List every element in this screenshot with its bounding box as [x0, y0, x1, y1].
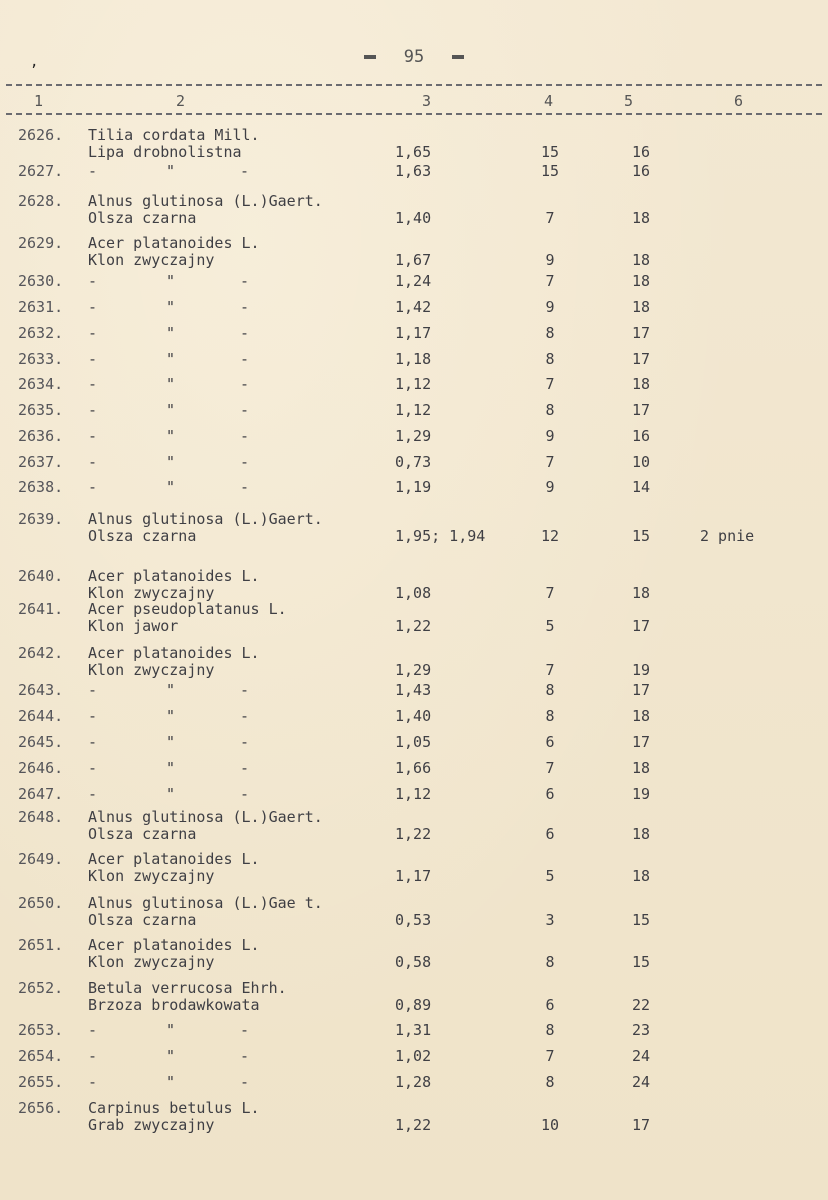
col-header-5: 5 [624, 92, 634, 110]
row-number: 2630. [18, 272, 64, 290]
circumference-value: 1,66 [395, 759, 432, 777]
column-5-value: 15 [631, 911, 651, 929]
circumference-value: 1,65 [395, 143, 432, 161]
species-name [88, 235, 378, 269]
column-5-value: 18 [631, 251, 651, 269]
circumference-value: 0,53 [395, 911, 432, 929]
latin-name: Acer pseudoplatanus L. [88, 600, 287, 618]
column-5-value: 18 [631, 759, 651, 777]
page-number [0, 47, 828, 67]
circumference-value: 1,67 [395, 251, 432, 269]
circumference-value: 1,40 [395, 707, 432, 725]
species-name [88, 645, 378, 679]
column-5-value: 19 [631, 661, 651, 679]
ditto-mark: - [240, 785, 250, 803]
column-5-value: 24 [631, 1047, 651, 1065]
ditto-mark: - [240, 427, 250, 445]
row-number: 2634. [18, 375, 64, 393]
table-top-rule [6, 84, 822, 86]
column-5-value: 17 [631, 681, 651, 699]
column-5-value: 17 [631, 401, 651, 419]
ditto-mark: " [166, 427, 176, 445]
circumference-value: 1,40 [395, 209, 432, 227]
latin-name: Acer platanoides L. [88, 644, 260, 662]
latin-name: Alnus glutinosa (L.)Gae t. [88, 894, 323, 912]
column-4-value: 8 [545, 1021, 555, 1039]
row-number: 2632. [18, 324, 64, 342]
ditto-mark: - [88, 324, 98, 342]
column-5-value: 18 [631, 298, 651, 316]
polish-name: Klon zwyczajny [88, 867, 215, 885]
row-number: 2655. [18, 1073, 64, 1091]
ditto-mark: " [166, 375, 176, 393]
circumference-value: 1,31 [395, 1021, 432, 1039]
ditto-mark: - [240, 324, 250, 342]
latin-name: Alnus glutinosa (L.)Gaert. [88, 510, 323, 528]
column-5-value: 16 [631, 162, 651, 180]
species-name [88, 851, 378, 885]
circumference-value: 1,05 [395, 733, 432, 751]
circumference-value: 1,02 [395, 1047, 432, 1065]
column-4-value: 6 [545, 996, 555, 1014]
column-4-value: 9 [545, 298, 555, 316]
row-number: 2637. [18, 453, 64, 471]
row-number: 2653. [18, 1021, 64, 1039]
species-name [88, 601, 378, 635]
row-number: 2626. [18, 126, 64, 144]
column-4-value: 6 [545, 785, 555, 803]
row-number: 2642. [18, 644, 64, 662]
column-5-value: 18 [631, 584, 651, 602]
ditto-mark: " [166, 350, 176, 368]
circumference-value: 1,22 [395, 617, 432, 635]
col-header-1: 1 [34, 92, 44, 110]
column-4-value: 8 [545, 1073, 555, 1091]
ditto-mark: - [240, 707, 250, 725]
species-name [88, 895, 378, 929]
circumference-value: 1,08 [395, 584, 432, 602]
polish-name: Olsza czarna [88, 825, 197, 843]
column-header-row [0, 92, 828, 114]
column-5-value: 10 [631, 453, 651, 471]
column-4-value: 8 [545, 953, 555, 971]
column-5-value: 18 [631, 209, 651, 227]
row-number: 2652. [18, 979, 64, 997]
column-4-value: 3 [545, 911, 555, 929]
ditto-mark: - [88, 707, 98, 725]
header-bottom-rule [6, 113, 822, 115]
column-5-value: 17 [631, 350, 651, 368]
remarks-value: 2 pnie [700, 527, 755, 545]
row-number: 2647. [18, 785, 64, 803]
species-name [88, 193, 378, 227]
circumference-value: 0,58 [395, 953, 432, 971]
column-4-value: 9 [545, 251, 555, 269]
ditto-mark: " [166, 1073, 176, 1091]
circumference-value: 1,24 [395, 272, 432, 290]
row-number: 2631. [18, 298, 64, 316]
column-4-value: 10 [540, 1116, 560, 1134]
column-4-value: 9 [545, 478, 555, 496]
circumference-value: 1,29 [395, 661, 432, 679]
polish-name: Brzoza brodawkowata [88, 996, 260, 1014]
column-4-value: 8 [545, 707, 555, 725]
page-number-text: 95 [403, 47, 425, 67]
column-5-value: 14 [631, 478, 651, 496]
species-name [88, 568, 378, 602]
row-number: 2656. [18, 1099, 64, 1117]
column-5-value: 18 [631, 825, 651, 843]
column-4-value: 7 [545, 272, 555, 290]
ditto-mark: - [88, 350, 98, 368]
row-number: 2643. [18, 681, 64, 699]
row-number: 2651. [18, 936, 64, 954]
column-5-value: 17 [631, 324, 651, 342]
ditto-mark: - [88, 453, 98, 471]
polish-name: Klon jawor [88, 617, 179, 635]
ditto-mark: - [88, 272, 98, 290]
row-number: 2646. [18, 759, 64, 777]
dash-left [364, 55, 376, 59]
ditto-mark: " [166, 733, 176, 751]
latin-name: Alnus glutinosa (L.)Gaert. [88, 808, 323, 826]
column-5-value: 17 [631, 617, 651, 635]
species-name [88, 1100, 378, 1134]
species-name [88, 980, 378, 1014]
ditto-mark: - [240, 453, 250, 471]
latin-name: Acer platanoides L. [88, 936, 260, 954]
row-number: 2638. [18, 478, 64, 496]
latin-name: Tilia cordata Mill. [88, 126, 260, 144]
polish-name: Klon zwyczajny [88, 251, 215, 269]
ditto-mark: - [88, 162, 98, 180]
column-4-value: 5 [545, 617, 555, 635]
ditto-mark: - [240, 478, 250, 496]
column-4-value: 9 [545, 427, 555, 445]
column-5-value: 18 [631, 375, 651, 393]
circumference-value: 1,63 [395, 162, 432, 180]
column-4-value: 15 [540, 162, 560, 180]
circumference-value: 1,42 [395, 298, 432, 316]
ditto-mark: - [88, 733, 98, 751]
ditto-mark: " [166, 1021, 176, 1039]
col-header-6: 6 [734, 92, 744, 110]
circumference-value: 0,73 [395, 453, 432, 471]
row-number: 2628. [18, 192, 64, 210]
species-name [88, 127, 378, 161]
species-name [88, 809, 378, 843]
ditto-mark: - [88, 681, 98, 699]
polish-name: Grab zwyczajny [88, 1116, 215, 1134]
ditto-mark: - [88, 427, 98, 445]
ditto-mark: " [166, 759, 176, 777]
margin-tick-mark: , [30, 54, 39, 70]
ditto-mark: - [240, 162, 250, 180]
column-4-value: 8 [545, 350, 555, 368]
species-name [88, 511, 378, 545]
column-4-value: 7 [545, 584, 555, 602]
ditto-mark: - [88, 1047, 98, 1065]
column-4-value: 8 [545, 681, 555, 699]
ditto-mark: - [240, 733, 250, 751]
ditto-mark: " [166, 707, 176, 725]
polish-name: Klon zwyczajny [88, 584, 215, 602]
column-5-value: 18 [631, 272, 651, 290]
circumference-value: 1,17 [395, 867, 432, 885]
dash-right [452, 55, 464, 59]
column-4-value: 7 [545, 453, 555, 471]
col-header-4: 4 [544, 92, 554, 110]
ditto-mark: - [240, 375, 250, 393]
ditto-mark: " [166, 324, 176, 342]
polish-name: Klon zwyczajny [88, 661, 215, 679]
column-5-value: 15 [631, 953, 651, 971]
column-4-value: 8 [545, 401, 555, 419]
column-5-value: 16 [631, 427, 651, 445]
column-5-value: 15 [631, 527, 651, 545]
row-number: 2627. [18, 162, 64, 180]
circumference-value: 1,43 [395, 681, 432, 699]
ditto-mark: " [166, 681, 176, 699]
circumference-value: 1,19 [395, 478, 432, 496]
column-5-value: 19 [631, 785, 651, 803]
column-5-value: 18 [631, 867, 651, 885]
latin-name: Acer platanoides L. [88, 567, 260, 585]
ditto-mark: - [88, 1073, 98, 1091]
row-number: 2654. [18, 1047, 64, 1065]
ditto-mark: " [166, 298, 176, 316]
column-4-value: 7 [545, 1047, 555, 1065]
column-5-value: 23 [631, 1021, 651, 1039]
column-4-value: 6 [545, 825, 555, 843]
ditto-mark: - [88, 478, 98, 496]
column-4-value: 7 [545, 661, 555, 679]
ditto-mark: " [166, 401, 176, 419]
ditto-mark: - [240, 272, 250, 290]
ditto-mark: - [240, 1073, 250, 1091]
row-number: 2640. [18, 567, 64, 585]
species-name [88, 937, 378, 971]
row-number: 2650. [18, 894, 64, 912]
ditto-mark: " [166, 1047, 176, 1065]
circumference-value: 1,12 [395, 401, 432, 419]
ditto-mark: - [240, 759, 250, 777]
circumference-value: 1,95; 1,94 [395, 527, 486, 545]
latin-name: Carpinus betulus L. [88, 1099, 260, 1117]
ditto-mark: - [88, 298, 98, 316]
col-header-2: 2 [176, 92, 186, 110]
ditto-mark: " [166, 453, 176, 471]
column-5-value: 18 [631, 707, 651, 725]
latin-name: Betula verrucosa Ehrh. [88, 979, 287, 997]
latin-name: Acer platanoides L. [88, 850, 260, 868]
ditto-mark: " [166, 478, 176, 496]
circumference-value: 1,12 [395, 375, 432, 393]
ditto-mark: - [240, 1047, 250, 1065]
ditto-mark: - [240, 350, 250, 368]
column-5-value: 17 [631, 733, 651, 751]
row-number: 2641. [18, 600, 64, 618]
ditto-mark: " [166, 272, 176, 290]
column-4-value: 6 [545, 733, 555, 751]
ditto-mark: - [240, 681, 250, 699]
circumference-value: 1,28 [395, 1073, 432, 1091]
circumference-value: 1,17 [395, 324, 432, 342]
column-5-value: 22 [631, 996, 651, 1014]
ditto-mark: " [166, 162, 176, 180]
ditto-mark: - [88, 401, 98, 419]
column-5-value: 17 [631, 1116, 651, 1134]
row-number: 2644. [18, 707, 64, 725]
row-number: 2635. [18, 401, 64, 419]
row-number: 2648. [18, 808, 64, 826]
ditto-mark: - [240, 1021, 250, 1039]
circumference-value: 1,22 [395, 825, 432, 843]
ditto-mark: - [240, 298, 250, 316]
ditto-mark: - [88, 375, 98, 393]
polish-name: Lipa drobnolistna [88, 143, 242, 161]
column-5-value: 16 [631, 143, 651, 161]
column-5-value: 24 [631, 1073, 651, 1091]
column-4-value: 12 [540, 527, 560, 545]
column-4-value: 8 [545, 324, 555, 342]
circumference-value: 0,89 [395, 996, 432, 1014]
column-4-value: 7 [545, 375, 555, 393]
column-4-value: 15 [540, 143, 560, 161]
column-4-value: 5 [545, 867, 555, 885]
ditto-mark: - [88, 1021, 98, 1039]
row-number: 2636. [18, 427, 64, 445]
ditto-mark: - [88, 785, 98, 803]
polish-name: Klon zwyczajny [88, 953, 215, 971]
row-number: 2645. [18, 733, 64, 751]
circumference-value: 1,29 [395, 427, 432, 445]
circumference-value: 1,12 [395, 785, 432, 803]
circumference-value: 1,22 [395, 1116, 432, 1134]
column-4-value: 7 [545, 209, 555, 227]
polish-name: Olsza czarna [88, 209, 197, 227]
circumference-value: 1,18 [395, 350, 432, 368]
column-4-value: 7 [545, 759, 555, 777]
row-number: 2639. [18, 510, 64, 528]
latin-name: Alnus glutinosa (L.)Gaert. [88, 192, 323, 210]
row-number: 2649. [18, 850, 64, 868]
polish-name: Olsza czarna [88, 911, 197, 929]
ditto-mark: - [240, 401, 250, 419]
latin-name: Acer platanoides L. [88, 234, 260, 252]
ditto-mark: - [88, 759, 98, 777]
ditto-mark: " [166, 785, 176, 803]
polish-name: Olsza czarna [88, 527, 197, 545]
row-number: 2629. [18, 234, 64, 252]
col-header-3: 3 [422, 92, 432, 110]
row-number: 2633. [18, 350, 64, 368]
